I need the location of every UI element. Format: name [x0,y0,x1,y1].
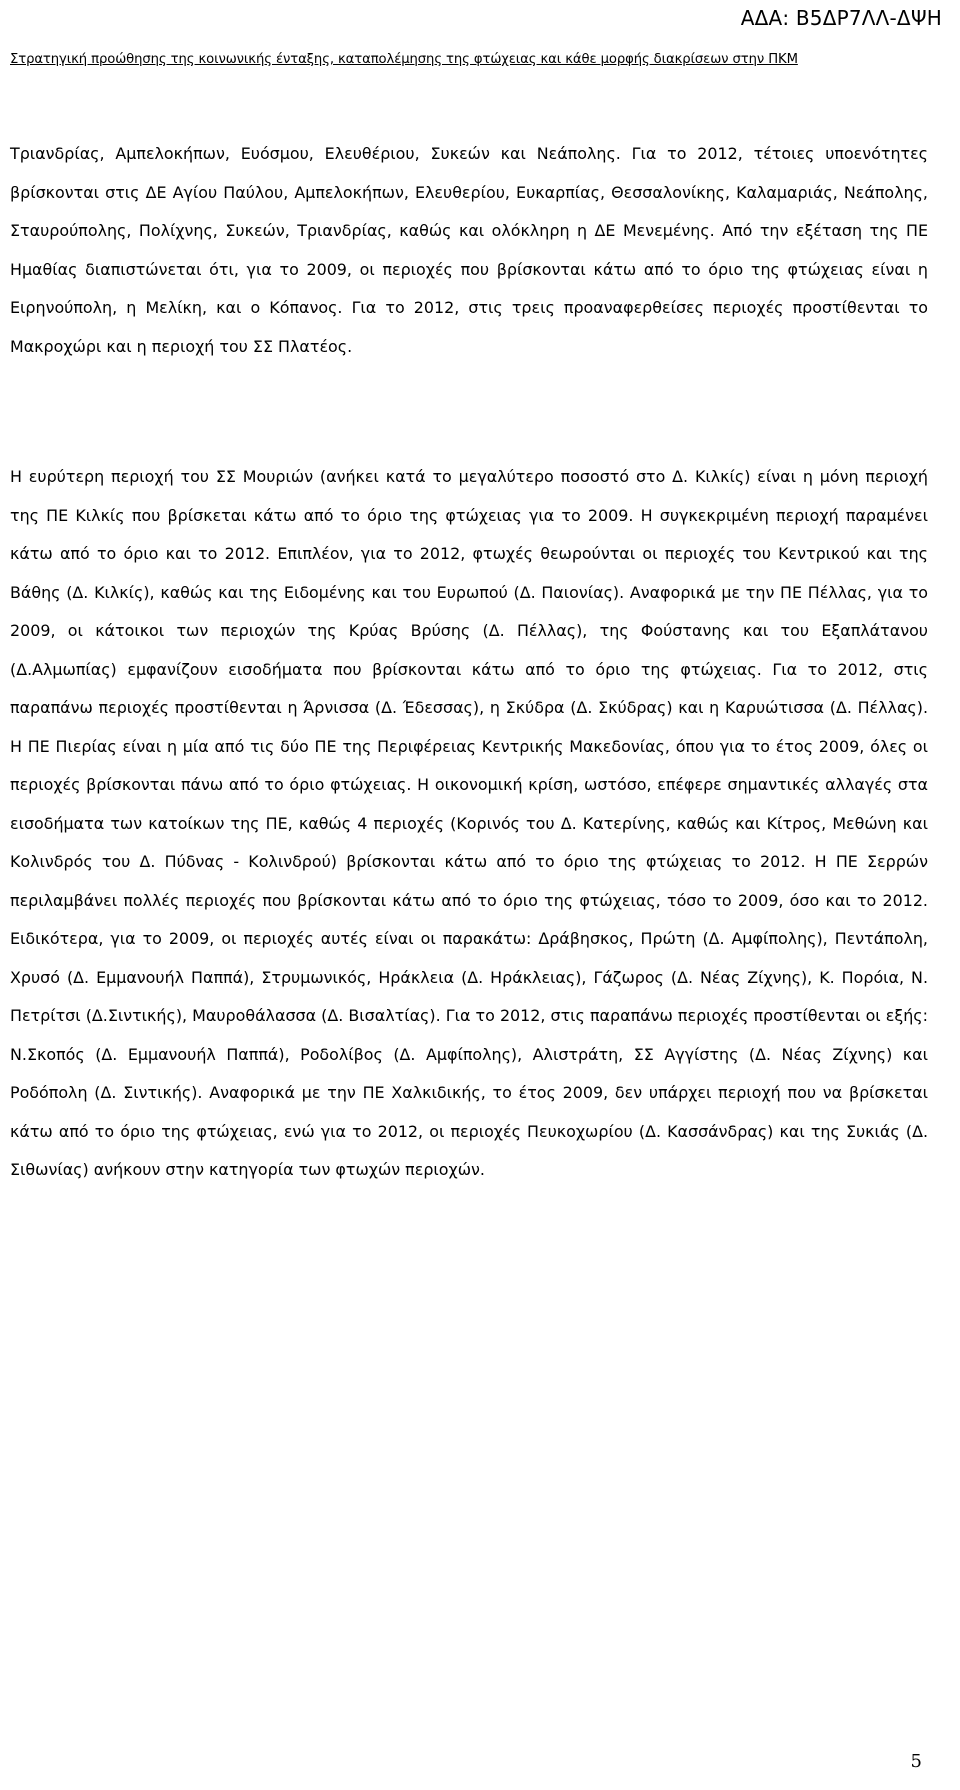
page-number: 5 [910,1751,922,1772]
ada-document-code: ΑΔΑ: Β5ΔΡ7ΛΛ-ΔΨΗ [740,6,942,30]
paragraph-1: Τριανδρίας, Αμπελοκήπων, Ευόσμου, Ελευθέριου, Συκεών και Νεάπολης. Για το 2012, τέτοιες υποενότητες βρίσκονται στις ΔΕ Αγίου Παύλου, Αμπελοκήπων, Ελευθερίου, Ευκαρπίας, Θεσσαλονίκης, Καλαμαριάς, Νεάπολης, Σταυρούπολης, Πολίχνης, Συκεών, Τριανδρίας, καθώς και ολόκληρη η ΔΕ Μενεμένης. Από την εξέταση της ΠΕ Ημαθίας διαπιστώνεται ότι, για το 2009, οι περιοχές που βρίσκονται κάτω από το όριο της φτώχειας είναι η Ειρηνούπολη, η Μελίκη, και ο Κόπανος. Για το 2012, στις τρεις προαναφερθείσες περιοχές προστίθενται το Μακροχώρι και η περιοχή του ΣΣ Πλατέος. [10,144,928,356]
running-header-title: Στρατηγική προώθησης της κοινωνικής ένταξης, καταπολέμησης της φτώχειας και κάθε μορφής διακρίσεων στην ΠΚΜ [10,52,798,67]
paragraph-2: Η ευρύτερη περιοχή του ΣΣ Μουριών (ανήκει κατά το μεγαλύτερο ποσοστό στο Δ. Κιλκίς) είναι η μόνη περιοχή της ΠΕ Κιλκίς που βρίσκεται κάτω από το όριο της φτώχειας για το 2009. Η συγκεκριμένη περιοχή παραμένει κάτω από το όριο και το 2012. Επιπλέον, για το 2012, φτωχές θεωρούνται οι περιοχές του Κεντρικού και της Βάθης (Δ. Κιλκίς), καθώς και της Ειδομένης και του Ευρωπού (Δ. Παιονίας). Αναφορικά με την ΠΕ Πέλλας, για το 2009, οι κάτοικοι των περιοχών της Κρύας Βρύσης (Δ. Πέλλας), της Φούστανης και του Εξαπλάτανου (Δ.Αλμωπίας) εμφανίζουν εισοδήματα που βρίσκονται κάτω από το όριο της φτώχειας. Για το 2012, στις παραπάνω περιοχές προστίθενται η Άρνισσα (Δ. Έδεσσας), η Σκύδρα (Δ. Σκύδρας) και η Καρυώτισσα (Δ. Πέλλας). Η ΠΕ Πιερίας είναι η μία από τις δύο ΠΕ της Περιφέρειας Κεντρικής Μακεδονίας, όπου για το έτος 2009, όλες οι περιοχές βρίσκονται πάνω από το όριο φτώχειας. Η οικονομική κρίση, ωστόσο, επέφερε σημαντικές αλλαγές στα εισοδήματα των κατοίκων της ΠΕ, καθώς 4 περιοχές (Κορινός του Δ. Κατερίνης, καθώς και Κίτρος, Μεθώνη και Κολινδρός του Δ. Πύδνας - Κολινδρού) βρίσκονται κάτω από το όριο της φτώχειας το 2012. Η ΠΕ Σερρών περιλαμβάνει πολλές περιοχές που βρίσκονται κάτω από το όριο της φτώχειας, τόσο το 2009, όσο και το 2012. Ειδικότερα, για το 2009, οι περιοχές αυτές είναι οι παρακάτω: Δράβησκος, Πρώτη (Δ. Αμφίπολης), Πεντάπολη, Χρυσό (Δ. Εμμανουήλ Παππά), Στρυμωνικός, Ηράκλεια (Δ. Ηράκλειας), Γάζωρος (Δ. Νέας Ζίχνης), Κ. Πορόια, Ν. Πετρίτσι (Δ.Σιντικής), Μαυροθάλασσα (Δ. Βισαλτίας). Για το 2012, στις παραπάνω περιοχές προστίθενται οι εξής: Ν.Σκοπός (Δ. Εμμανουήλ Παππά), Ροδολίβος (Δ. Αμφίπολης), Αλιστράτη, ΣΣ Αγγίστης (Δ. Νέας Ζίχνης) και Ροδόπολη (Δ. Σιντικής). Αναφορικά με την ΠΕ Χαλκιδικής, το έτος 2009, δεν υπάρχει περιοχή που να βρίσκεται κάτω από το όριο της φτώχειας, ενώ για το 2012, οι περιοχές Πευκοχωρίου (Δ. Κασσάνδρας) και της Συκιάς (Δ. Σιθωνίας) ανήκουν στην κατηγορία των φτωχών περιοχών. [10,467,928,1179]
